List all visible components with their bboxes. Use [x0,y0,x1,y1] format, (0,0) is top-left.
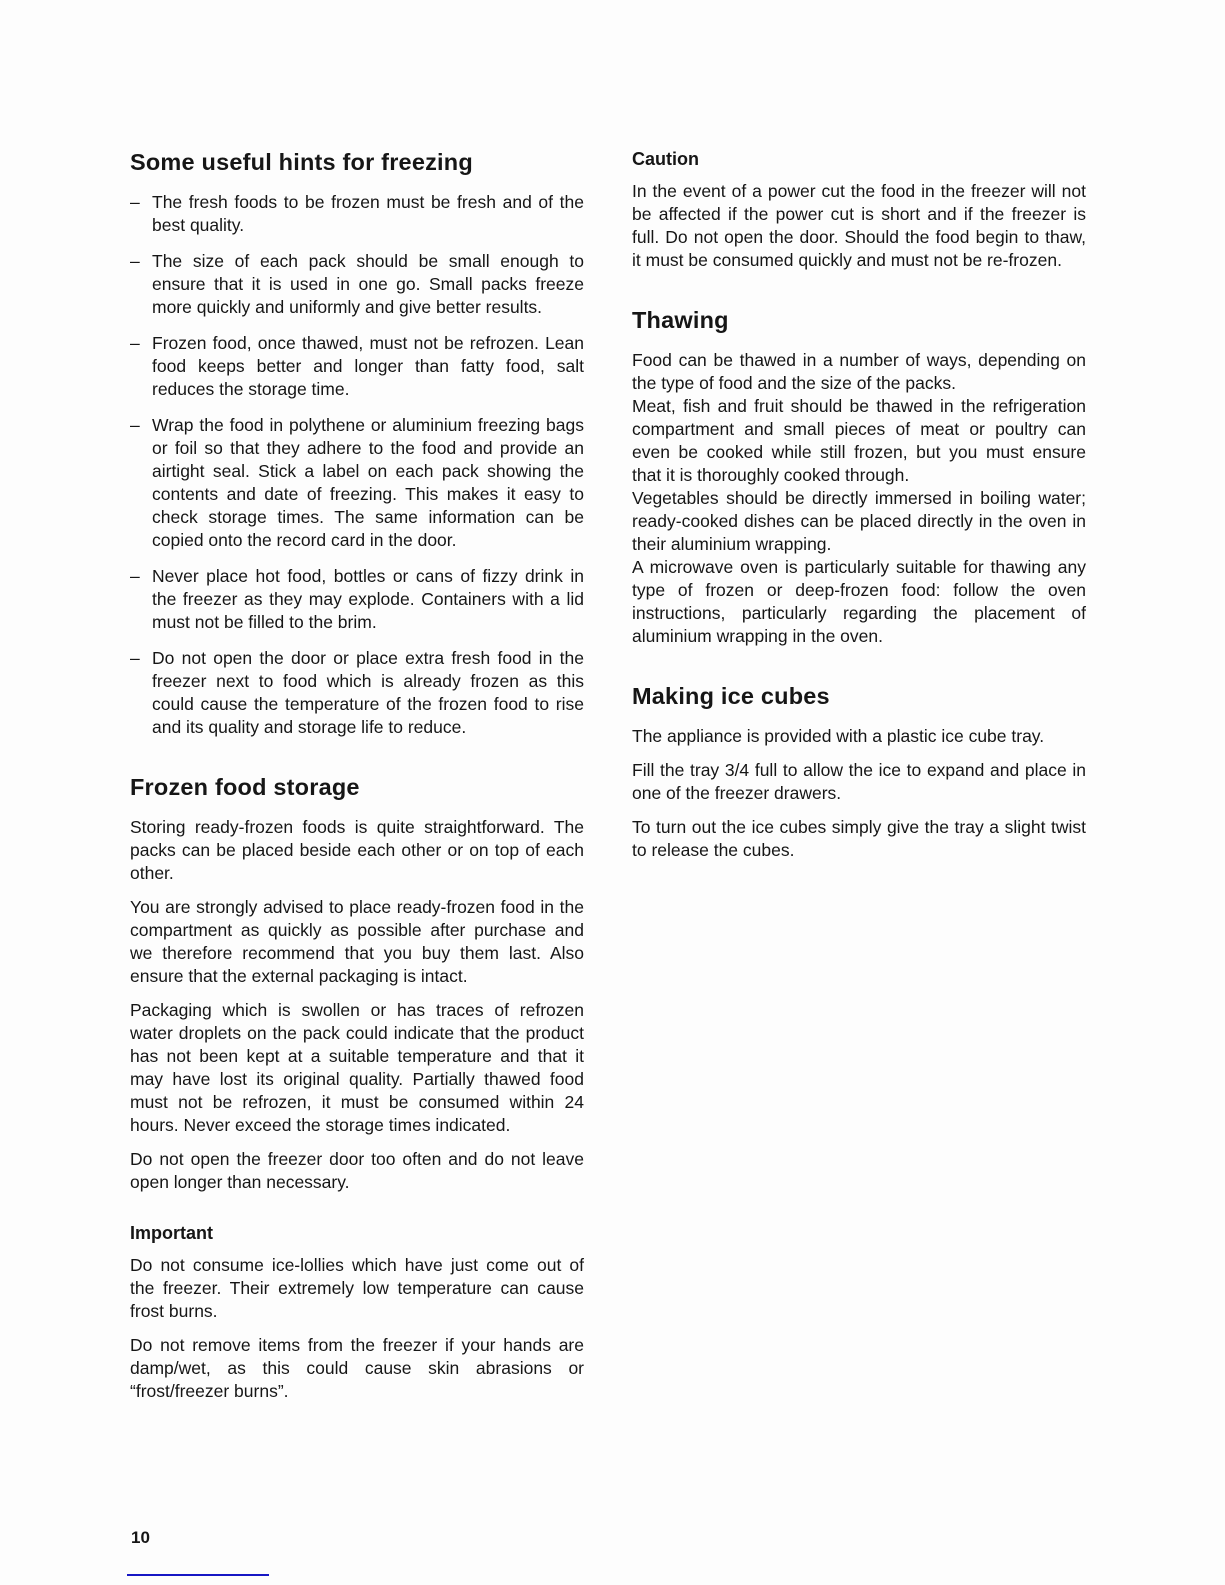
bullet-dash: – [130,566,140,586]
paragraph: Do not consume ice-lollies which have just come out of the freezer. Their extremely low temperature can cause frost burns. [130,1255,584,1321]
bullet-dash: – [130,251,140,271]
bullet-dash: – [130,415,140,435]
left-column [130,148,584,1414]
paragraph: Fill the tray 3/4 full to allow the ice to expand and place in one of the freezer drawers. [632,760,1086,803]
list-item [130,332,584,401]
footer-rule [127,1574,269,1576]
paragraph: You are strongly advised to place ready-frozen food in the compartment as quickly as possible after purchase and we therefore recommend that you buy them last. Also ensure that the external packaging is intact. [130,897,584,986]
subsection-title-caution: Caution [632,149,699,169]
section-title-freezing-hints: Some useful hints for freezing [130,149,473,175]
paragraph: Storing ready-frozen foods is quite straightforward. The packs can be placed beside each other or on top of each other. [130,817,584,883]
paragraph: Packaging which is swollen or has traces of refrozen water droplets on the pack could indicate that the product has not been kept at a suitable temperature and that it may have lost its original quality. Partially thawed food must not be refrozen, it must be consumed within 24 hours. Never exceed the storage times indicated. [130,1000,584,1135]
paragraph: Do not remove items from the freezer if your hands are damp/wet, as this could cause skin abrasions or “frost/freezer burns”. [130,1335,584,1401]
list-item-text: Frozen food, once thawed, must not be refrozen. Lean food keeps better and longer than fatty food, salt reduces the storage time. [152,333,584,399]
paragraph: To turn out the ice cubes simply give the tray a slight twist to release the cubes. [632,817,1086,860]
list-item-text: The size of each pack should be small enough to ensure that it is used in one go. Small packs freeze more quickly and uniformly and give better results. [152,251,584,317]
paragraph: Food can be thawed in a number of ways, depending on the type of food and the size of the packs. [632,350,1086,393]
paragraph: Meat, fish and fruit should be thawed in the refrigeration compartment and small pieces of meat or poultry can even be cooked while still frozen, but you must ensure that it is thoroughly cooked through. [632,396,1086,485]
list-item-text: The fresh foods to be frozen must be fresh and of the best quality. [152,192,584,235]
bullet-dash: – [130,192,140,212]
list-item [130,414,584,552]
list-item [130,191,584,237]
list-item [130,647,584,739]
list-item-text: Do not open the door or place extra fresh food in the freezer next to food which is already frozen as this could cause the temperature of the frozen food to rise and its quality and storage life to reduce. [152,648,584,737]
paragraph: Do not open the freezer door too often and do not leave open longer than necessary. [130,1149,584,1192]
list-item-text: Wrap the food in polythene or aluminium freezing bags or foil so that they adhere to the food and provide an airtight seal. Stick a label on each pack showing the contents and date of freezing. This makes it easy to check storage times. The same information can be copied onto the record card in the door. [152,415,584,550]
freezing-hints-list [130,191,584,739]
paragraph: In the event of a power cut the food in the freezer will not be affected if the power cut is short and if the freezer is full. Do not open the door. Should the food begin to thaw, it must be consumed quickly and must not be re-frozen. [632,181,1086,270]
list-item [130,565,584,634]
list-item-text: Never place hot food, bottles or cans of fizzy drink in the freezer as they may explode. Containers with a lid must not be filled to the brim. [152,566,584,632]
list-item [130,250,584,319]
paragraph: Vegetables should be directly immersed in boiling water; ready-cooked dishes can be placed directly in the oven in their aluminium wrapping. [632,488,1086,554]
bullet-dash: – [130,648,140,668]
right-column [632,148,1086,873]
paragraph: A microwave oven is particularly suitable for thawing any type of frozen or deep-frozen food: follow the oven instructions, particularly regarding the placement of aluminium wrapping in the oven. [632,557,1086,646]
page-number: 10 [131,1528,150,1547]
bullet-dash: – [130,333,140,353]
section-title-thawing: Thawing [632,307,729,333]
paragraph: The appliance is provided with a plastic ice cube tray. [632,726,1045,746]
section-title-making-ice-cubes: Making ice cubes [632,683,830,709]
section-title-frozen-food-storage: Frozen food storage [130,774,360,800]
subsection-title-important: Important [130,1223,213,1243]
